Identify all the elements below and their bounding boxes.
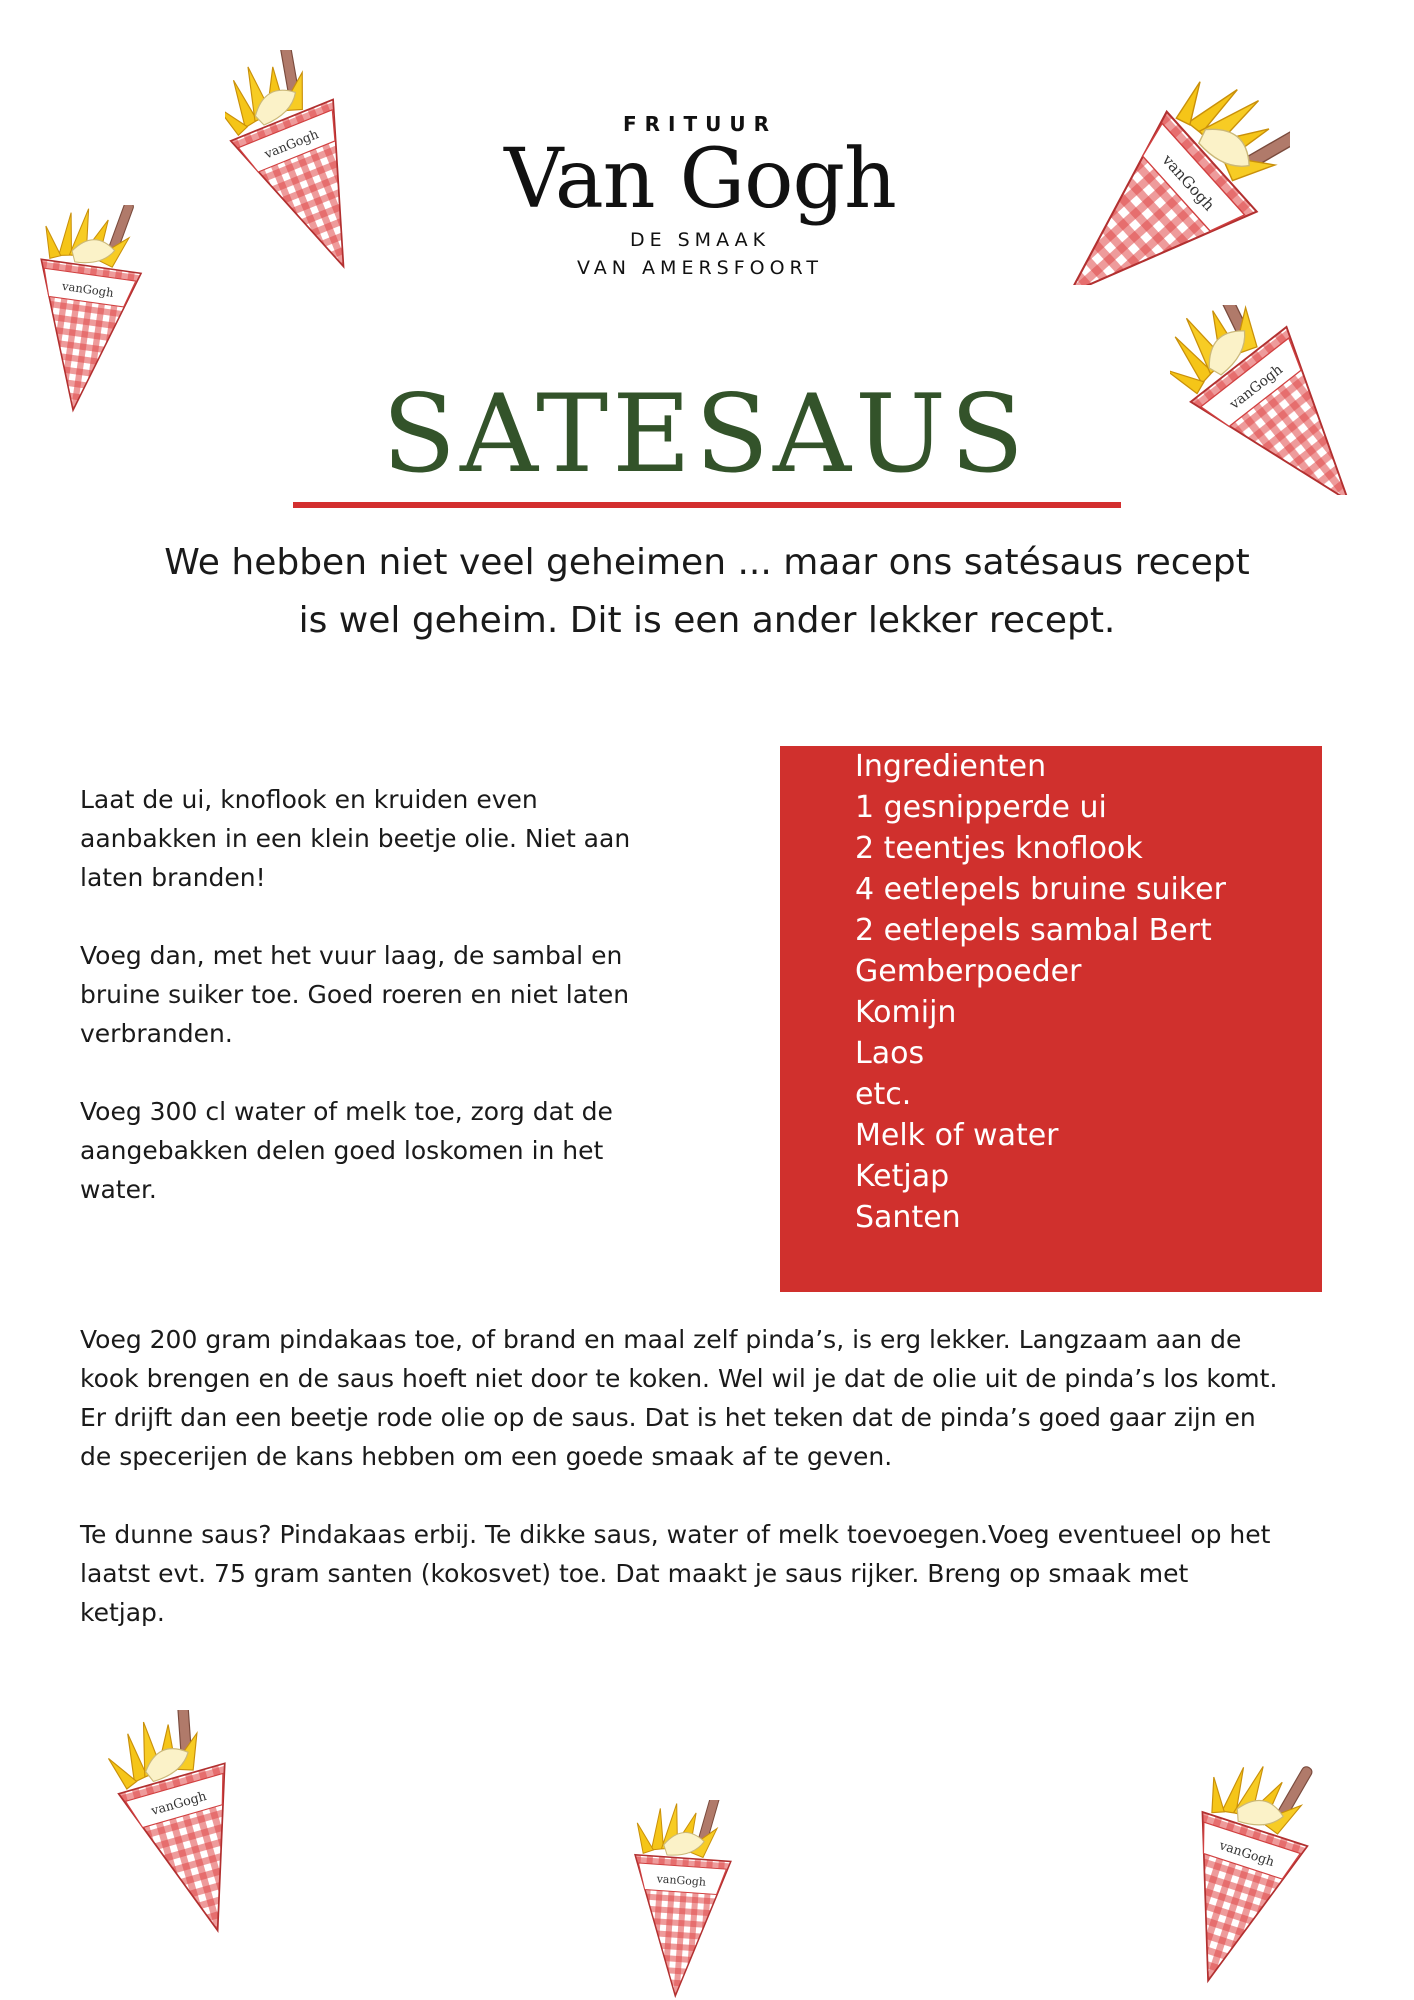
ingredients-list	[855, 746, 1226, 1238]
recipe-body	[80, 1320, 1280, 1671]
ingredients-box	[780, 746, 1322, 1292]
title-underline	[293, 502, 1121, 508]
brand-logo	[490, 112, 910, 282]
ingredient-item: Melk of water	[855, 1118, 1059, 1153]
fries-cone-icon	[225, 50, 375, 280]
fries-cone-icon	[605, 1800, 755, 2000]
intro-line-1: We hebben niet veel geheimen ... maar ons satésaus recept	[164, 542, 1250, 583]
step-paragraph: Laat de ui, knoflook en kruiden even aanbakken in een klein beetje olie. Niet aan laten branden!	[80, 785, 631, 892]
ingredient-item: Gemberpoeder	[855, 954, 1082, 989]
body-paragraph: Voeg 200 gram pindakaas toe, of brand en maal zelf pinda’s, is erg lekker. Langzaam aan de kook brengen en de saus hoeft niet door te koken. Wel wil je dat de olie uit de pinda’s los komt. Er drijft dan een beetje rode olie op de saus. Dat is het teken dat de pinda’s goed gaar zijn en de specerijen de kans hebben om een goede smaak af te geven.	[80, 1325, 1278, 1471]
ingredient-item: Komijn	[855, 995, 957, 1030]
fries-cone-icon	[1170, 305, 1360, 495]
ingredient-item: 2 teentjes knoflook	[855, 831, 1143, 866]
ingredient-item: Santen	[855, 1200, 961, 1235]
ingredients-heading: Ingredienten	[855, 749, 1047, 784]
logo-tagline-2: VAN AMERSFOORT	[577, 257, 823, 279]
step-paragraph: Voeg 300 cl water of melk toe, zorg dat de aangebakken delen goed loskomen in het water.	[80, 1097, 613, 1204]
preparation-steps	[80, 780, 650, 1248]
fries-cone-icon	[1060, 75, 1290, 285]
page-title: SATESAUS	[382, 372, 1028, 497]
ingredient-item: 4 eetlepels bruine suiker	[855, 872, 1226, 907]
fries-cone-icon	[1150, 1760, 1330, 1990]
logo-tagline-1: DE SMAAK	[629, 229, 771, 251]
body-paragraph: Te dunne saus? Pindakaas erbij. Te dikke saus, water of melk toevoegen.Voeg eventueel op het laatst evt. 75 gram santen (kokosvet) toe. Dat maakt je saus rijker. Breng op smaak met ketjap.	[80, 1520, 1271, 1627]
ingredient-item: 1 gesnipperde ui	[855, 790, 1107, 825]
step-paragraph: Voeg dan, met het vuur laag, de sambal en bruine suiker toe. Goed roeren en niet laten verbranden.	[80, 941, 630, 1048]
fries-cone-icon	[100, 1710, 270, 1940]
ingredient-item: Ketjap	[855, 1159, 950, 1194]
ingredient-item: Laos	[855, 1036, 925, 1071]
ingredient-item: 2 eetlepels sambal Bert	[855, 913, 1212, 948]
logo-van-gogh: Van Gogh	[504, 132, 896, 227]
ingredient-item: etc.	[855, 1077, 912, 1112]
intro-text	[130, 534, 1284, 650]
fries-cone-icon	[10, 205, 160, 415]
logo-frituur: FRITUUR	[622, 112, 778, 136]
intro-line-2: is wel geheim. Dit is een ander lekker recept.	[298, 600, 1116, 641]
